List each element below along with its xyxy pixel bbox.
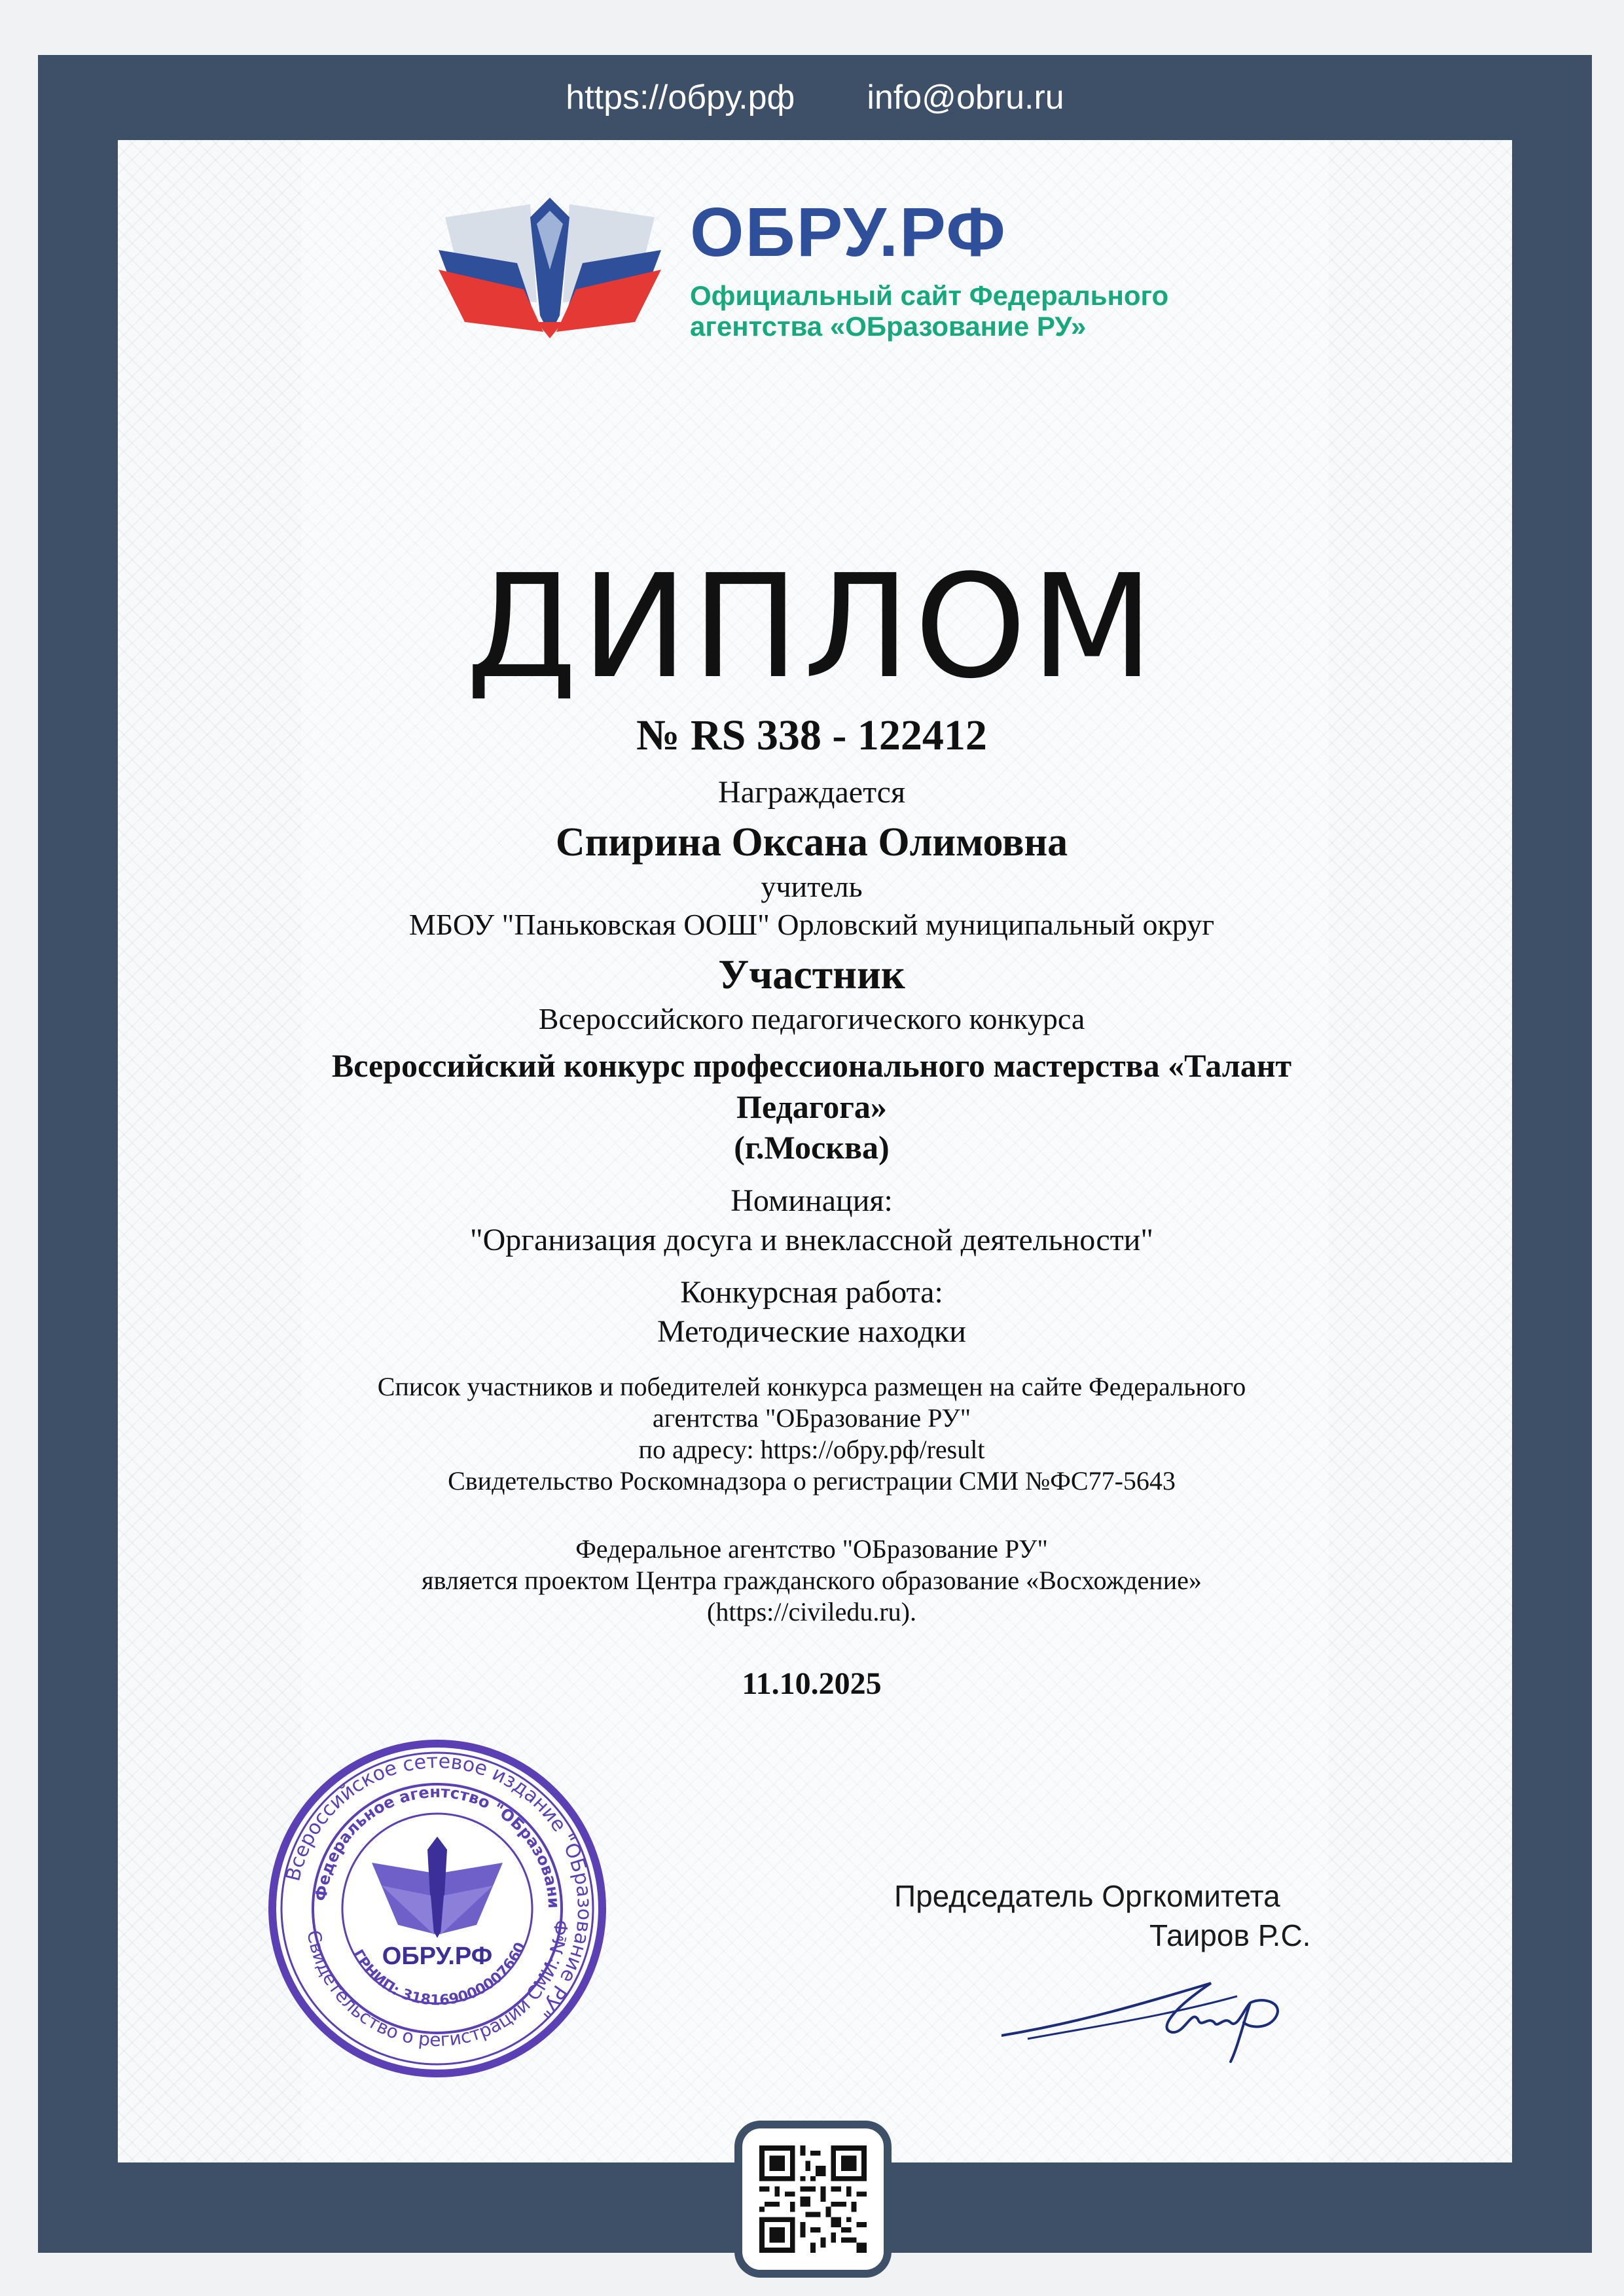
brand-subtitle (690, 280, 1168, 342)
diploma-content (249, 545, 1375, 1702)
site-link[interactable]: https://обру.рф (566, 79, 795, 117)
award-status: Участник (718, 951, 905, 998)
nomination-value: "Организация досуга и внеклассной деятельности" (470, 1222, 1153, 1257)
brand-title: ОБРУ.РФ (690, 194, 1007, 271)
contest-name-line2: Педагога» (736, 1088, 887, 1125)
work-label: Конкурсная работа: (680, 1274, 943, 1310)
obru-logo-icon (439, 191, 661, 342)
seal-grnip-text: ГРНИП: 318169000007660 (349, 1940, 530, 2009)
results-info-line1: Список участников и победителей конкурса размещен на сайте Федерального (377, 1371, 1246, 1401)
contest-type: Всероссийского педагогического конкурса (538, 1001, 1085, 1035)
contest-name (281, 1045, 1342, 1168)
email-link[interactable]: info@obru.ru (867, 79, 1064, 117)
brand-block (690, 194, 1169, 342)
recipient-organization: МБОУ "Паньковская ООШ" Орловский муниципальный округ (408, 907, 1215, 941)
handwritten-signature (1001, 1957, 1303, 2068)
project-info-line1: Федеральное агентство "ОБразование РУ" (575, 1534, 1048, 1564)
project-info-line2: является проектом Центра гражданского образование «Восхождение» (422, 1565, 1202, 1595)
qr-code-icon (759, 2145, 867, 2253)
awarded-label: Награждается (717, 774, 906, 810)
contest-name-line1: Всероссийский конкурс профессионального мастерства «Талант (331, 1047, 1292, 1085)
diploma-number: № RS 338 - 122412 (636, 711, 987, 759)
recipient-position: учитель (761, 870, 863, 904)
seal-inner-text: Федеральное агентство "ОБразовани (312, 1782, 564, 1909)
brand-subtitle-line2: агентства «ОБразование РУ» (690, 311, 1087, 342)
results-info-line3: по адресу: https://обру.рф/result (638, 1434, 985, 1464)
official-seal (267, 1738, 607, 2079)
seal-bottom-text: Свидетельство о регистрации СМИ: №Ф (302, 1918, 573, 2051)
diploma-title: ДИПЛОМ (465, 545, 1158, 710)
project-info (249, 1534, 1375, 1628)
work-value: Методические находки (657, 1314, 966, 1349)
results-info (249, 1371, 1375, 1497)
seal-center-label: ОБРУ.РФ (382, 1943, 493, 1970)
signatory-name: Таиров Р.С. (1149, 1918, 1311, 1952)
results-info-line4: Свидетельство Роскомнадзора о регистрации СМИ №ФС77-5643 (448, 1465, 1176, 1496)
brand-subtitle-line1: Официальный сайт Федерального (690, 280, 1169, 311)
diploma-date: 11.10.2025 (742, 1666, 882, 1701)
signatory-title: Председатель Оргкомитета (894, 1879, 1280, 1913)
recipient-name: Спирина Оксана Олимовна (555, 819, 1068, 865)
results-info-line2: агентства "ОБразование РУ" (652, 1403, 971, 1433)
qr-code[interactable] (734, 2121, 892, 2278)
header-links (38, 55, 1592, 140)
contest-city: (г.Москва) (734, 1129, 890, 1166)
seal-outer-text: Всероссийское сетевое издание "ОБразование РУ" (281, 1749, 596, 2022)
nomination-label: Номинация: (731, 1183, 893, 1218)
project-info-line3: (https://civiledu.ru). (707, 1596, 916, 1626)
